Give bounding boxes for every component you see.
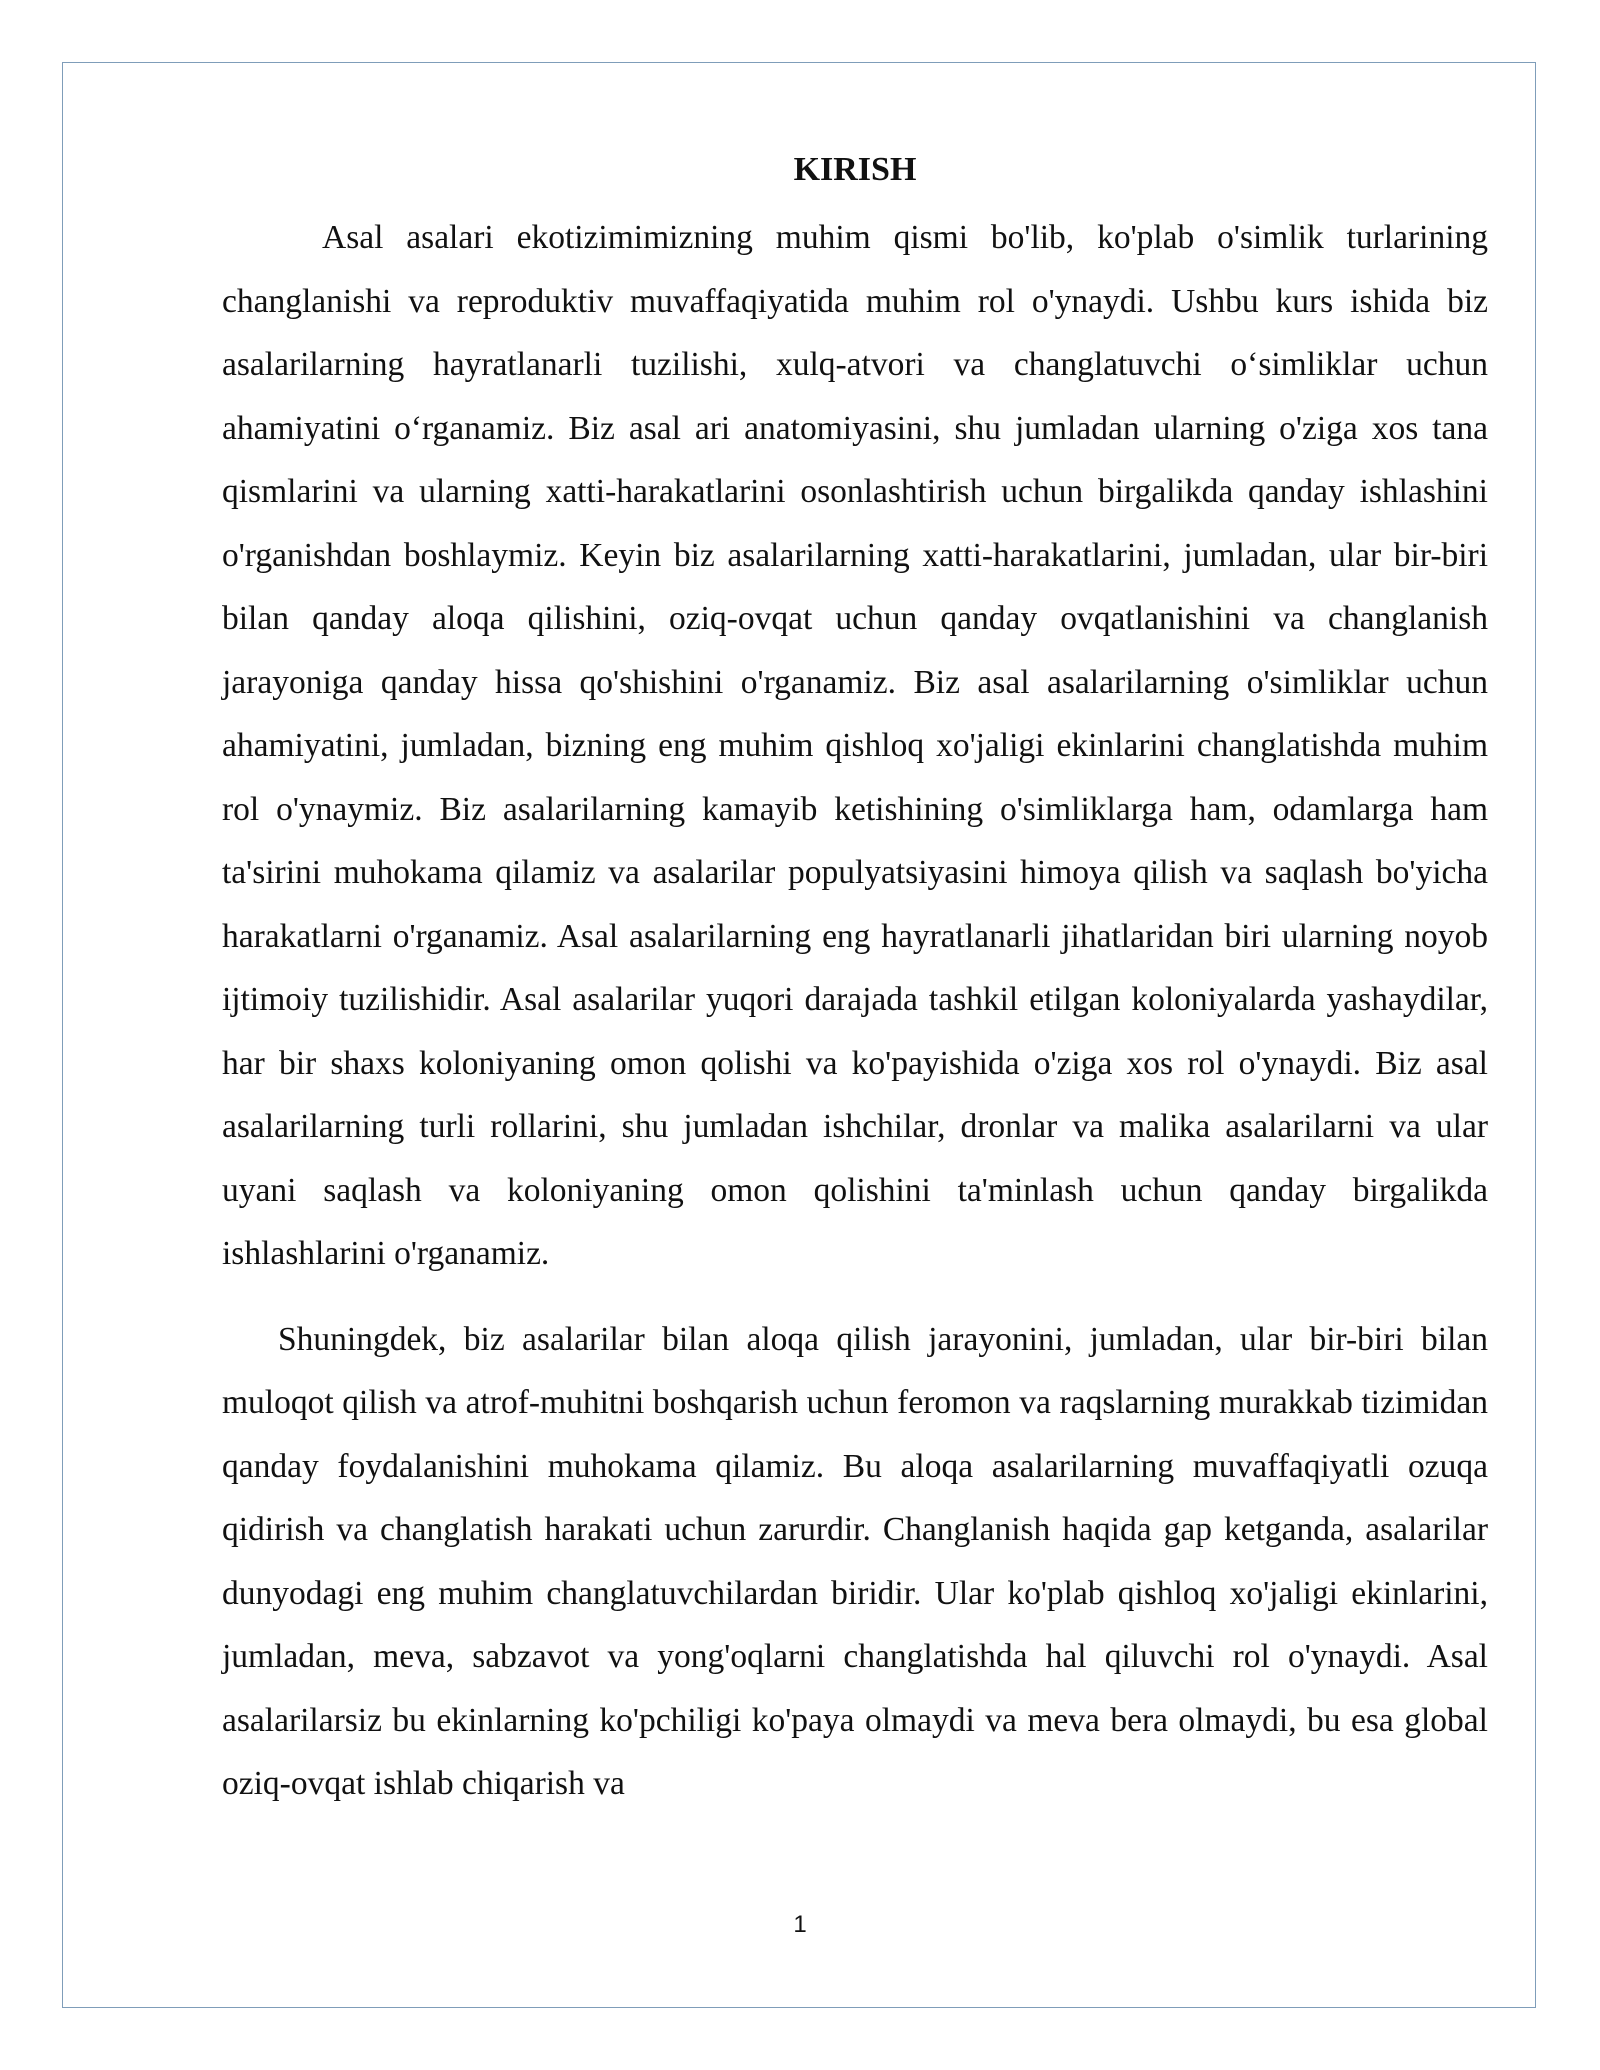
paragraph-2: Shuningdek, biz asalarilar bilan aloqa qilish jarayonini, jumladan, ular bir-biri bilan muloqot qilish va atrof-muhitni boshqarish uchun feromon va raqslarning murakkab tizimidan qanday foydalanishini muhokama qilamiz. Bu aloqa asalarilarning muvaffaqiyatli ozuqa qidirish va changlatish harakati uchun zarurdir. Changlanish haqida gap ketganda, asalarilar dunyodagi eng muhim changlatuvchilardan biridir. Ular ko'plab qishloq xo'jaligi ekinlarini, jumladan, meva, sabzavot va yong'oqlarni changlatishda hal qiluvchi rol o'ynaydi. Asal asalarilarsiz bu ekinlarning ko'pchiligi ko'paya olmaydi va meva bera olmaydi, bu esa global oziq-ovqat ishlab chiqarish va [222,1320,1488,1802]
page-number: 1 [793,1911,807,1938]
page-title: KIRISH [793,151,917,188]
paragraph-1: Asal asalari ekotizimimizning muhim qismi bo'lib, ko'plab o'simlik turlarining changlanishi va reproduktiv muvaffaqiyatida muhim rol o'ynaydi. Ushbu kurs ishida biz asalarilarning hayratlanarli tuzilishi, xulq-atvori va changlatuvchi o‘simliklar uchun ahamiyatini o‘rganamiz. Biz asal ari anatomiyasini, shu jumladan ularning o'ziga xos tana qismlarini va ularning xatti-harakatlarini osonlashtirish uchun birgalikda qanday ishlashini o'rganishdan boshlaymiz. Keyin biz asalarilarning xatti-harakatlarini, jumladan, ular bir-biri bilan qanday aloqa qilishini, oziq-ovqat uchun qanday ovqatlanishini va changlanish jarayoniga qanday hissa qo'shishini o'rganamiz. Biz asal asalarilarning o'simliklar uchun ahamiyatini, jumladan, bizning eng muhim qishloq xo'jaligi ekinlarini changlatishda muhim rol o'ynaymiz. Biz asalarilarning kamayib ketishining o'simliklarga ham, odamlarga ham ta'sirini muhokama qilamiz va asalarilar populyatsiyasini himoya qilish va saqlash bo'yicha harakatlarni o'rganamiz. Asal asalarilarning eng hayratlanarli jihatlaridan biri ularning noyob ijtimoiy tuzilishidir. Asal asalarilar yuqori darajada tashkil etilgan koloniyalarda yashaydilar, har bir shaxs koloniyaning omon qolishi va ko'payishida o'ziga xos rol o'ynaydi. Biz asal asalarilarning turli rollarini, shu jumladan ishchilar, dronlar va malika asalarilarni va ular uyani saqlash va koloniyaning omon qolishini ta'minlash uchun qanday birgalikda ishlashlarini o'rganamiz. [222,219,1488,1272]
page-content [222,148,1488,1816]
